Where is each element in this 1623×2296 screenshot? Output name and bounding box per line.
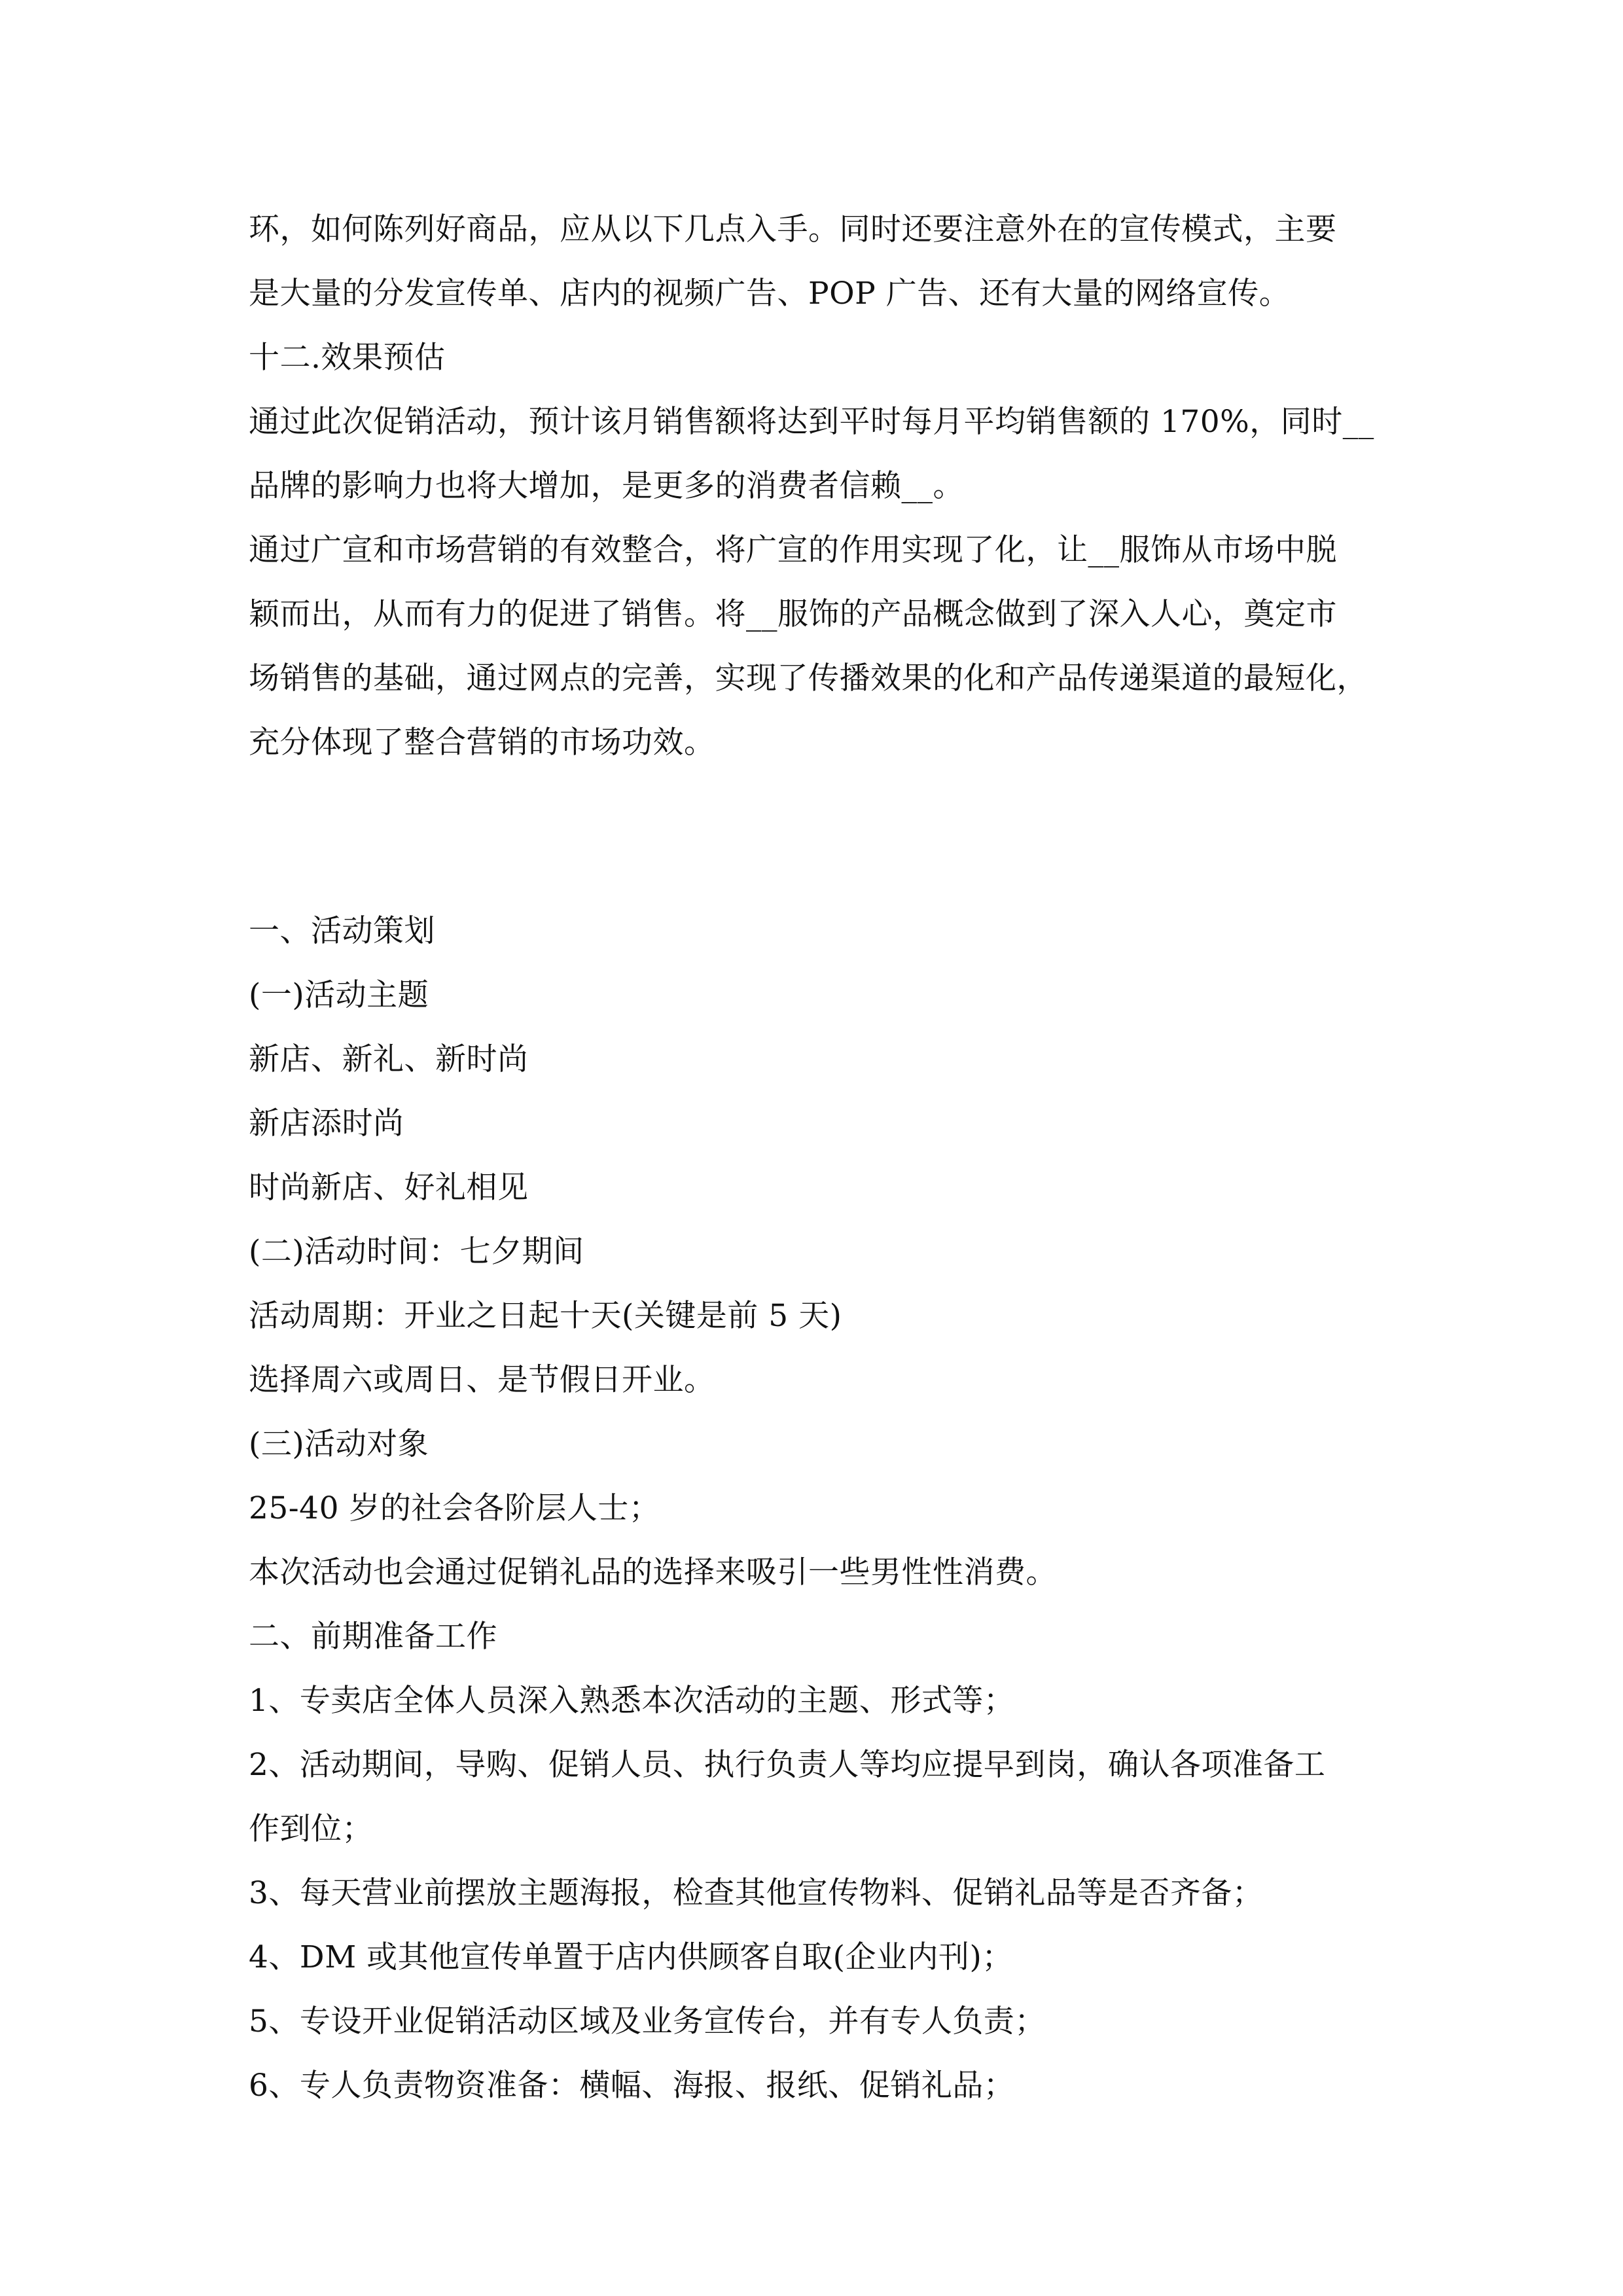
- list-item: 4、DM 或其他宣传单置于店内供顾客自取(企业内刊)；: [249, 1939, 1013, 1975]
- list-item: 2、活动期间，导购、促销人员、执行负责人等均应提早到岗，确认各项准备工: [249, 1747, 1326, 1783]
- paragraph-line: 颖而出，从而有力的促进了销售。将__服饰的产品概念做到了深入人心，奠定市: [249, 596, 1337, 632]
- list-item: 3、每天营业前摆放主题海报，检查其他宣传物料、促销礼品等是否齐备；: [249, 1875, 1264, 1911]
- paragraph-line: 25-40 岁的社会各阶层人士；: [249, 1490, 660, 1526]
- paragraph-line: 选择周六或周日、是节假日开业。: [249, 1362, 715, 1398]
- section-spacer: [249, 775, 1387, 899]
- list-item: 1、专卖店全体人员深入熟悉本次活动的主题、形式等；: [249, 1683, 1015, 1719]
- section-heading: 十二.效果预估: [249, 340, 446, 376]
- subsection-heading: (三)活动对象: [249, 1426, 429, 1462]
- paragraph-line: 本次活动也会通过促销礼品的选择来吸引一些男性性消费。: [249, 1554, 1057, 1590]
- paragraph-line: 新店添时尚: [249, 1105, 404, 1141]
- subsection-heading: (二)活动时间：七夕期间: [249, 1234, 584, 1270]
- subsection-heading: (一)活动主题: [249, 977, 429, 1013]
- paragraph-line: 新店、新礼、新时尚: [249, 1041, 529, 1077]
- paragraph-line: 通过广宣和市场营销的有效整合，将广宣的作用实现了化，让__服饰从市场中脱: [249, 532, 1337, 568]
- list-item-continuation: 作到位；: [249, 1811, 373, 1847]
- paragraph-line: 活动周期：开业之日起十天(关键是前 5 天): [249, 1298, 842, 1334]
- paragraph-line: 充分体现了整合营销的市场功效。: [249, 725, 715, 761]
- paragraph-line: 品牌的影响力也将大增加，是更多的消费者信赖__。: [249, 468, 964, 504]
- document-body: [249, 198, 1387, 2118]
- section-heading: 二、前期准备工作: [249, 1619, 497, 1655]
- paragraph-line: 时尚新店、好礼相见: [249, 1170, 529, 1206]
- paragraph-line: 场销售的基础，通过网点的完善，实现了传播效果的化和产品传递渠道的最短化，: [249, 660, 1368, 696]
- paragraph-line: 通过此次促销活动，预计该月销售额将达到平时每月平均销售额的 170%，同时__: [249, 404, 1374, 440]
- list-item: 5、专设开业促销活动区域及业务宣传台，并有专人负责；: [249, 2003, 1046, 2039]
- list-item: 6、专人负责物资准备：横幅、海报、报纸、促销礼品；: [249, 2068, 1015, 2104]
- paragraph-line: 是大量的分发宣传单、店内的视频广告、POP 广告、还有大量的网络宣传。: [249, 276, 1291, 312]
- section-heading: 一、活动策划: [249, 913, 435, 949]
- paragraph-line: 环，如何陈列好商品，应从以下几点入手。同时还要注意外在的宣传模式，主要: [249, 211, 1337, 247]
